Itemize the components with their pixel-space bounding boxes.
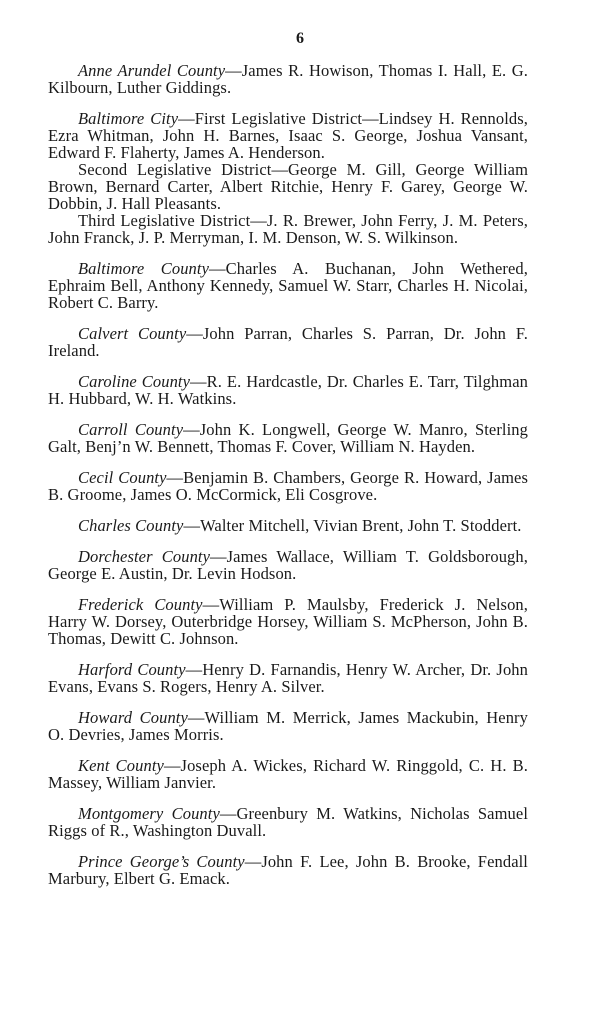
delegate-names: Charles A. Buchanan, John Wethered, Ephraim Bell, Anthony Kennedy, Samuel W. Starr, Charles H. Nicolai, Robert C. Barry. <box>48 259 528 312</box>
county-name: Cecil County <box>78 468 167 487</box>
entry-baltimore-city-second <box>48 161 528 212</box>
entry-caroline <box>48 373 528 407</box>
dash: — <box>225 61 242 80</box>
county-name: Montgomery County <box>78 804 220 823</box>
dash: — <box>183 420 200 439</box>
delegate-names: R. E. Hardcastle, Dr. Charles E. Tarr, Tilghman H. Hubbard, W. H. Watkins. <box>48 372 528 408</box>
entry-montgomery <box>48 805 528 839</box>
dash: — <box>185 660 203 679</box>
delegate-names: First Legislative District—Lindsey H. Rennolds, Ezra Whitman, John H. Barnes, Isaac S. George, Joshua Vansant, Edward F. Flaherty, James A. Henderson. <box>48 109 529 162</box>
dash: — <box>183 516 201 535</box>
entry-prince-georges <box>48 853 528 887</box>
entry-charles <box>48 517 528 534</box>
entry-howard <box>48 709 528 743</box>
delegate-names: Henry D. Farnandis, Henry W. Archer, Dr. John Evans, Evans S. Rogers, Henry A. Silver. <box>48 660 528 696</box>
county-name: Harford County <box>78 660 186 679</box>
county-name: Frederick County <box>78 595 203 614</box>
county-name: Kent County <box>78 756 164 775</box>
page-number: 6 <box>296 30 304 47</box>
entry-cecil <box>48 469 528 503</box>
county-name: Prince George’s County <box>78 852 245 871</box>
county-name: Carroll County <box>78 420 184 439</box>
dash: — <box>210 547 227 566</box>
entry-harford <box>48 661 528 695</box>
entry-frederick <box>48 596 528 647</box>
delegate-names: Greenbury M. Watkins, Nicholas Samuel Riggs of R., Washington Duvall. <box>48 804 528 840</box>
entry-calvert <box>48 325 528 359</box>
county-name: Howard County <box>78 708 188 727</box>
county-name: Anne Arundel County <box>78 61 226 80</box>
delegate-names: Second Legislative District—George M. Gill, George William Brown, Bernard Carter, Albert Ritchie, Henry F. Garey, George W. Dobbin, J. Hall Pleasants. <box>48 160 528 213</box>
entry-kent <box>48 757 528 791</box>
dash: — <box>186 324 203 343</box>
county-name: Caroline County <box>78 372 191 391</box>
delegate-names: Joseph A. Wickes, Richard W. Ringgold, C. H. B. Massey, William Janvier. <box>48 756 528 792</box>
dash: — <box>219 804 237 823</box>
delegate-names: John F. Lee, John B. Brooke, Fendall Marbury, Elbert G. Emack. <box>48 852 528 888</box>
county-name: Charles County <box>78 516 184 535</box>
county-name: Calvert County <box>78 324 187 343</box>
county-name: Baltimore County <box>78 259 210 278</box>
entry-baltimore-city-third <box>48 212 528 246</box>
dash: — <box>190 372 207 391</box>
delegate-names: William P. Maulsby, Frederick J. Nelson, Harry W. Dorsey, Outerbridge Horsey, William S. McPherson, John B. Thomas, Dewitt C. Johnson. <box>48 595 528 648</box>
county-name: Baltimore City <box>78 109 179 128</box>
delegate-names: William M. Merrick, James Mackubin, Henry O. Devries, James Morris. <box>48 708 529 744</box>
delegate-names: Third Legislative District—J. R. Brewer, John Ferry, J. M. Peters, John Franck, J. P. Merryman, I. M. Denson, W. S. Wilkinson. <box>48 211 528 247</box>
dash: — <box>244 852 262 871</box>
dash: — <box>187 708 205 727</box>
dash: — <box>166 468 184 487</box>
entry-baltimore-city-first <box>48 110 528 161</box>
delegate-names: James R. Howison, Thomas I. Hall, E. G. Kilbourn, Luther Giddings. <box>48 61 528 97</box>
dash: — <box>209 259 226 278</box>
entry-anne-arundel <box>48 62 528 96</box>
delegate-names: Walter Mitchell, Vivian Brent, John T. Stoddert. <box>200 516 522 535</box>
dash: — <box>178 109 195 128</box>
entry-baltimore-county <box>48 260 528 311</box>
delegate-list <box>48 62 528 901</box>
entry-dorchester <box>48 548 528 582</box>
delegate-names: John K. Longwell, George W. Manro, Sterling Galt, Benj’n W. Bennett, Thomas F. Cover, William N. Hayden. <box>48 420 528 456</box>
delegate-names: John Parran, Charles S. Parran, Dr. John F. Ireland. <box>48 324 528 360</box>
entry-carroll <box>48 421 528 455</box>
dash: — <box>202 595 220 614</box>
county-name: Dorchester County <box>78 547 211 566</box>
dash: — <box>163 756 181 775</box>
delegate-names: James Wallace, William T. Goldsborough, George E. Austin, Dr. Levin Hodson. <box>48 547 528 583</box>
delegate-names: Benjamin B. Chambers, George R. Howard, James B. Groome, James O. McCormick, Eli Cosgrove. <box>48 468 528 504</box>
